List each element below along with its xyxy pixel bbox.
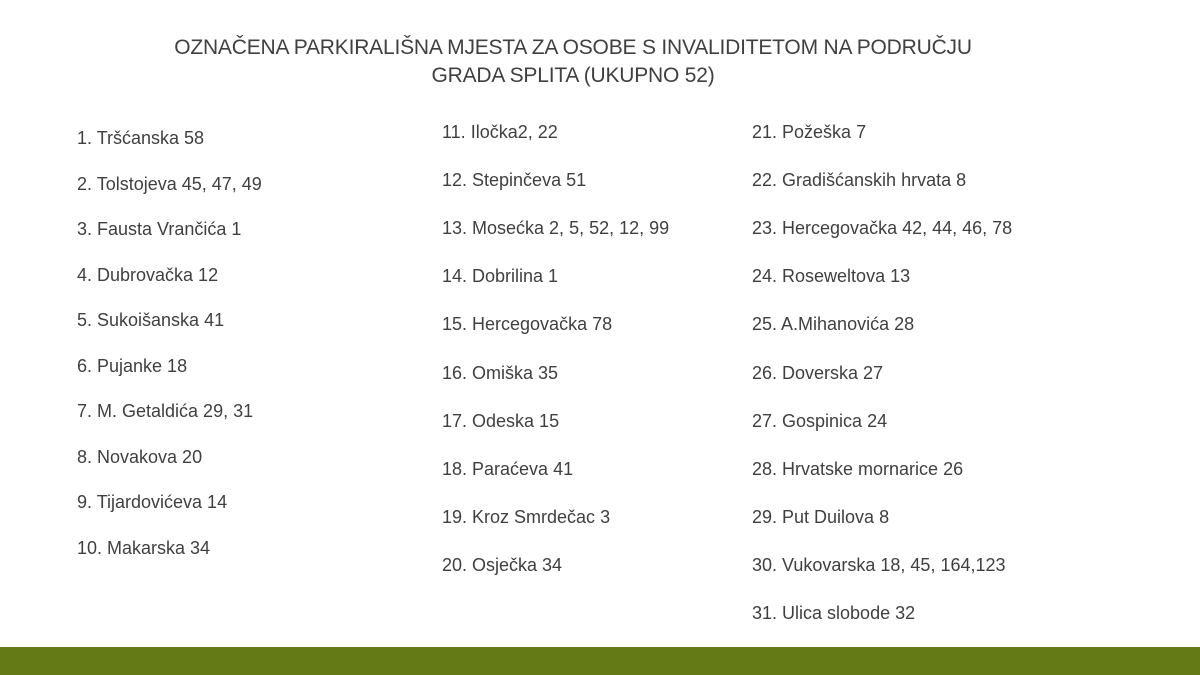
parking-location-item: 8. Novakova 20 [77,446,203,467]
parking-location-item: 26. Doverska 27 [752,362,884,383]
parking-location-item: 15. Hercegovačka 78 [442,314,613,335]
slide-title-line-1: OZNAČENA PARKIRALIŠNA MJESTA ZA OSOBE S INVALIDITETOM NA PODRUČJU [174,36,972,59]
footer-accent-bar [0,647,1200,675]
parking-location-item: 24. Roseweltova 13 [752,266,911,287]
parking-location-item: 3. Fausta Vrančića 1 [77,219,242,239]
parking-location-item: 4. Dubrovačka 12 [77,264,219,285]
parking-location-item: 22. Gradišćanskih hrvata 8 [752,170,967,191]
parking-location-item: 23. Hercegovačka 42, 44, 46, 78 [752,218,1013,239]
parking-location-item: 27. Gospinica 24 [752,410,888,431]
parking-location-item: 1. Tršćanska 58 [77,128,205,148]
parking-location-item: 17. Odeska 15 [442,410,560,431]
slide-title-line-2: GRADA SPLITA (UKUPNO 52) [431,64,715,87]
parking-location-item: 20. Osječka 34 [442,554,563,575]
parking-location-item: 5. Sukoišanska 41 [77,310,225,330]
parking-location-item: 12. Stepinčeva 51 [442,170,587,191]
parking-location-item: 30. Vukovarska 18, 45, 164,123 [752,554,1006,575]
parking-location-item: 14. Dobrilina 1 [442,266,559,287]
slide-title [0,34,1146,90]
parking-location-item: 16. Omiška 35 [442,362,559,383]
parking-location-item: 6. Pujanke 18 [77,355,188,376]
parking-location-item: 19. Kroz Smrdečac 3 [442,506,611,527]
parking-location-item: 2. Tolstojeva 45, 47, 49 [77,173,262,194]
parking-location-item: 11. Iločka2, 22 [442,122,558,142]
parking-location-item: 31. Ulica slobode 32 [752,603,916,623]
parking-location-item: 7. M. Getaldića 29, 31 [77,401,254,421]
parking-location-item: 13. Mosećka 2, 5, 52, 12, 99 [442,218,670,239]
parking-location-item: 21. Požeška 7 [752,122,867,142]
parking-location-item: 25. A.Mihanovića 28 [752,314,915,335]
parking-location-item: 9. Tijardovićeva 14 [77,492,228,512]
parking-location-item: 10. Makarska 34 [77,537,211,558]
parking-location-item: 28. Hrvatske mornarice 26 [752,458,964,479]
parking-location-item: 18. Paraćeva 41 [442,458,574,479]
parking-location-item: 29. Put Duilova 8 [752,506,890,527]
